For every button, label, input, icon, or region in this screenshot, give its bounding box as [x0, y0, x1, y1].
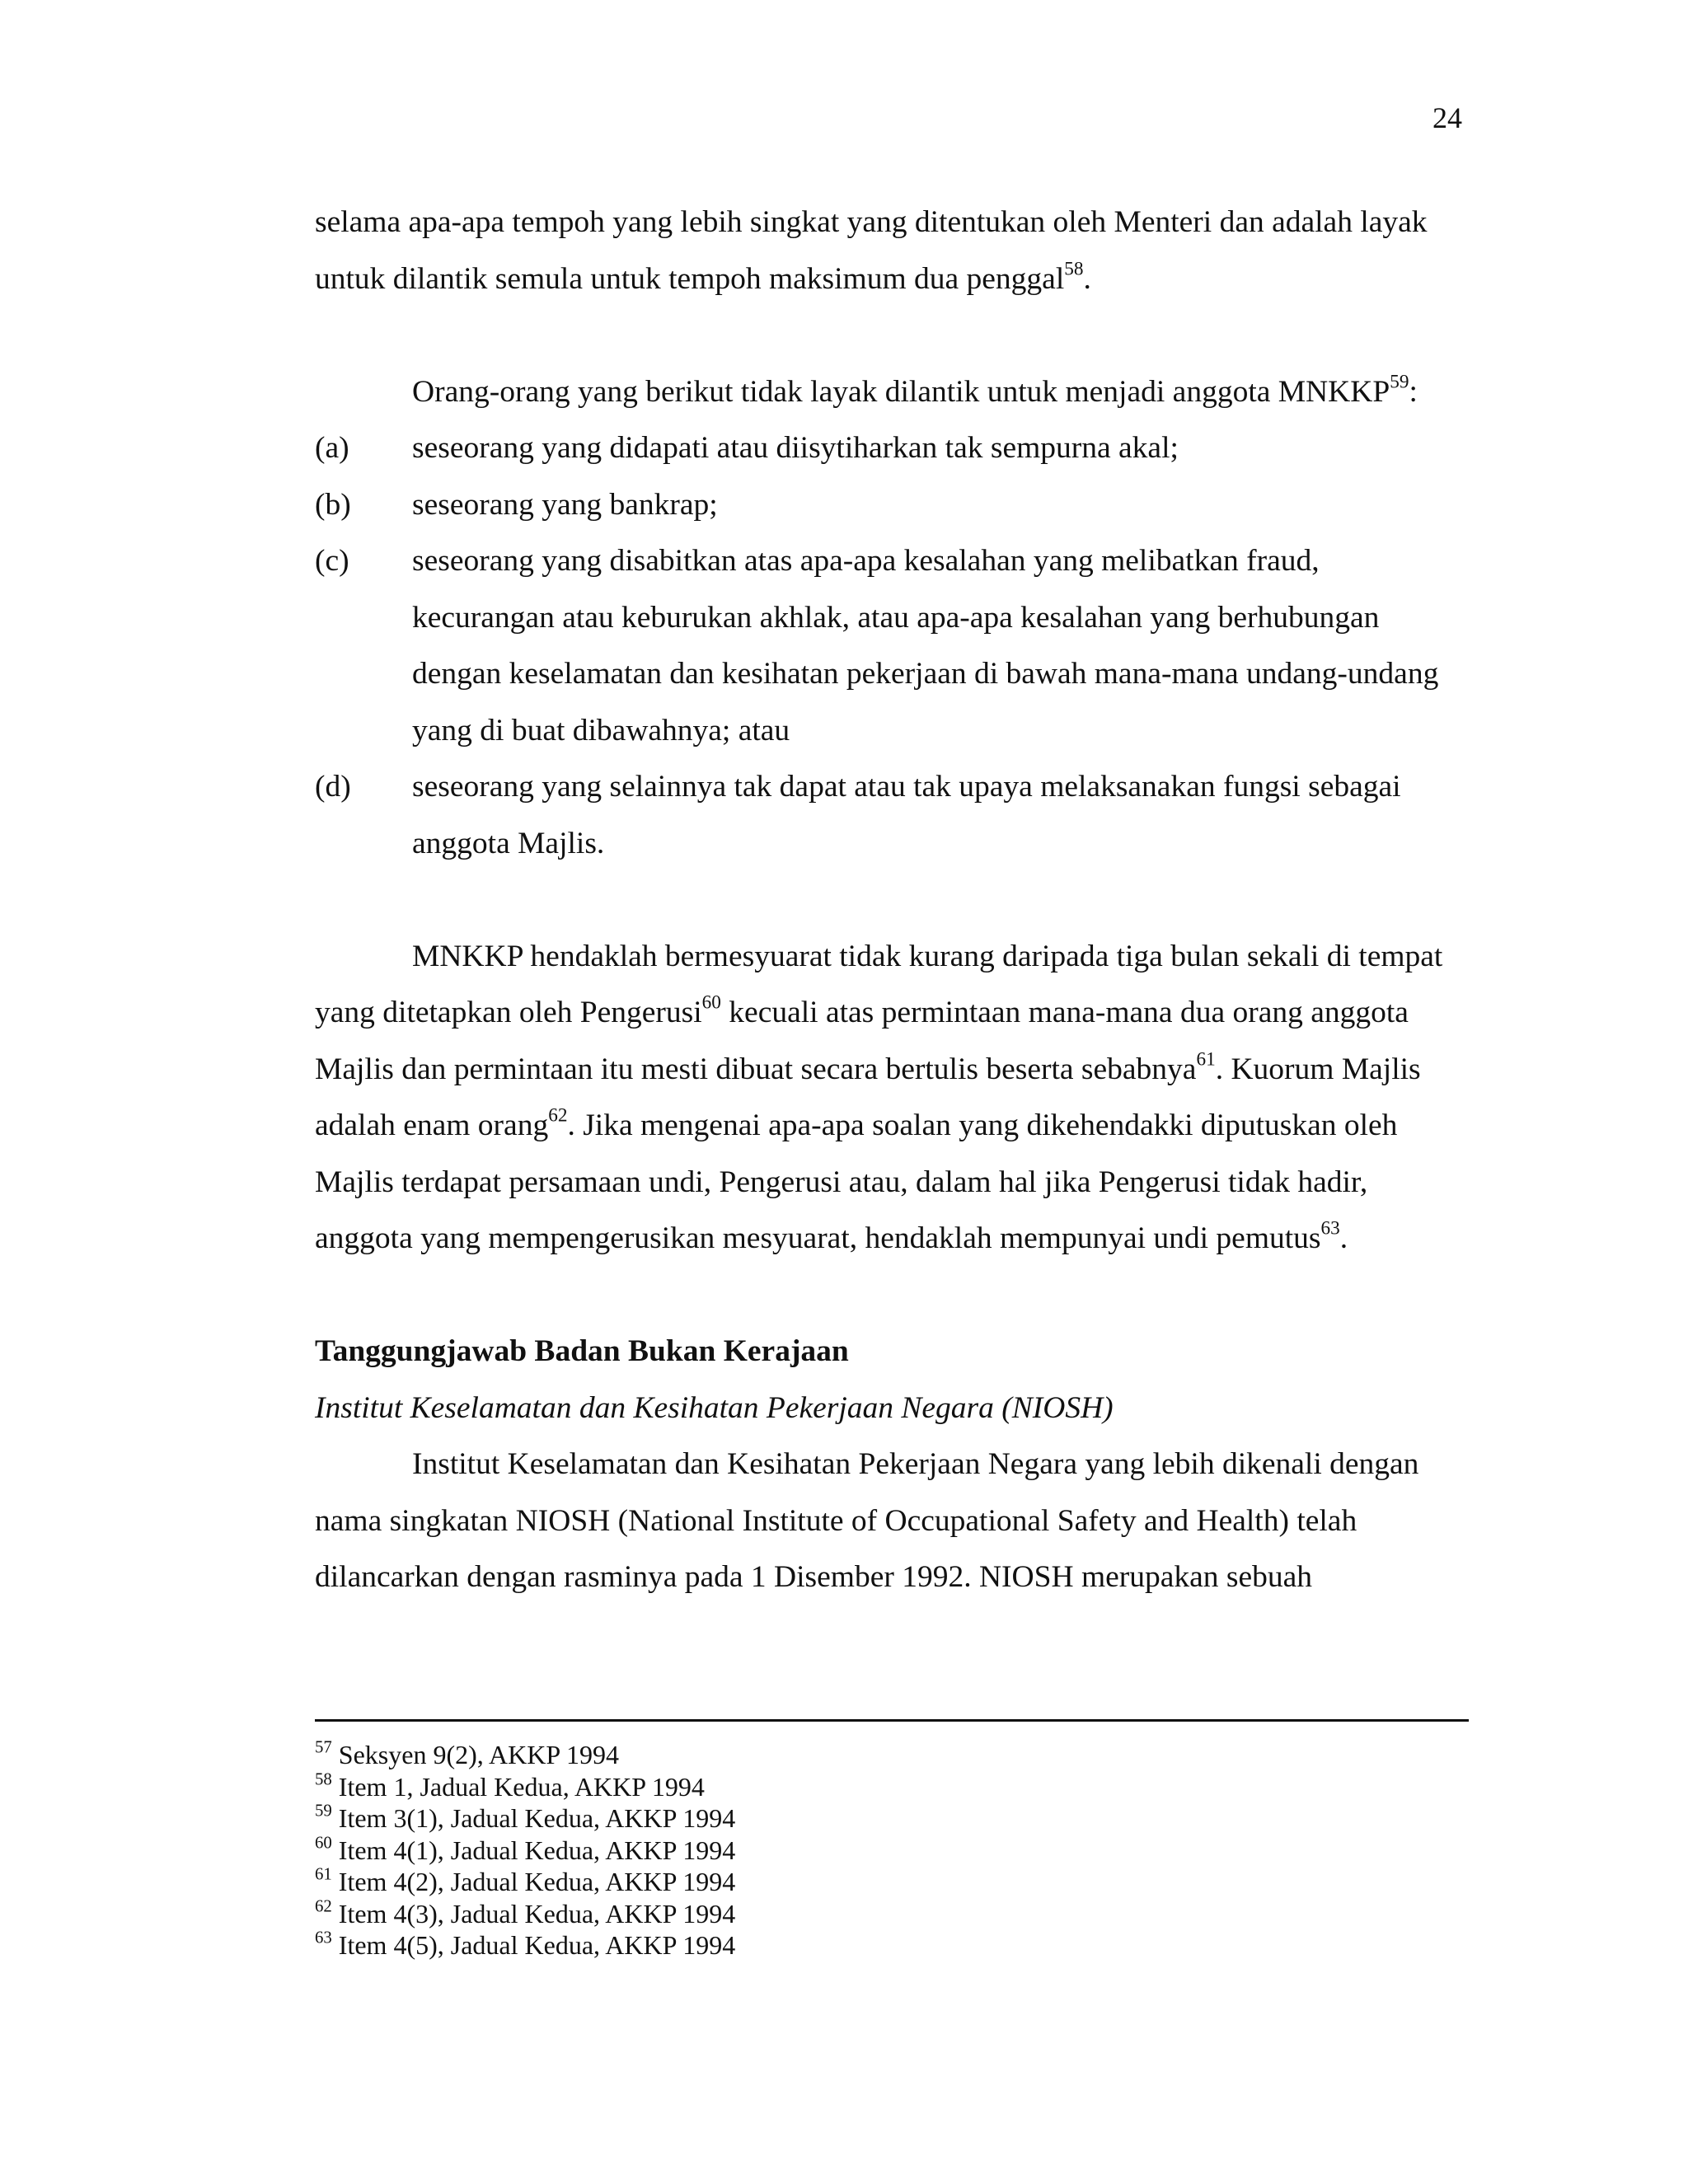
footnote-number: 62 [315, 1896, 332, 1915]
footnote-ref: 63 [1320, 1217, 1340, 1240]
body-text [315, 194, 1469, 1606]
list-label: (b) [315, 487, 351, 522]
list-label: (d) [315, 770, 351, 804]
paragraph-continuation: selama apa-apa tempoh yang lebih singkat yang ditentukan oleh Menteri dan adalah layak untuk dilantik semula untuk tempoh maksimum dua penggal$^{58}$. [315, 205, 1428, 296]
footnotes [315, 1739, 1469, 1961]
footnote: $^{62}$ Item 4(3), Jadual Kedua, AKKP 1994 [315, 1896, 736, 1929]
footnote-number: 60 [315, 1832, 332, 1852]
footnote-number: 57 [315, 1737, 332, 1757]
footnote-number: 61 [315, 1864, 332, 1884]
footnote: $^{59}$ Item 3(1), Jadual Kedua, AKKP 1994 [315, 1801, 736, 1833]
footnote: $^{58}$ Item 1, Jadual Kedua, AKKP 1994 [315, 1769, 705, 1802]
footnote: $^{57}$ Seksyen 9(2), AKKP 1994 [315, 1737, 619, 1769]
list-label: (c) [315, 544, 349, 578]
list-label: (a) [315, 431, 349, 465]
footnote-ref: 62 [548, 1104, 568, 1127]
footnote-number: 58 [315, 1769, 332, 1788]
list-item: (c) seseorang yang disabitkan atas apa-apa kesalahan yang melibatkan fraud, kecurangan atau keburukan akhlak, atau apa-apa kesalahan yang berhubungan dengan keselamatan dan kesihatan pekerjaan di bawah mana-mana undang-undang yang di buat dibawahnya; atau [315, 533, 1469, 759]
footnote: $^{63}$ Item 4(5), Jadual Kedua, AKKP 1994 [315, 1928, 736, 1960]
list-item: (a) seseorang yang didapati atau diisytiharkan tak sempurna akal; [315, 420, 1469, 477]
footnote-ref: 60 [701, 991, 721, 1014]
footnote-divider [315, 1719, 1469, 1722]
section-heading: Tanggungjawab Badan Bukan Kerajaan [315, 1334, 849, 1368]
footnote: $^{61}$ Item 4(2), Jadual Kedua, AKKP 1994 [315, 1864, 736, 1896]
footnote-ref: 59 [1390, 370, 1409, 392]
section-subheading: Institut Keselamatan dan Kesihatan Pekerjaan Negara (NIOSH) [315, 1390, 1114, 1425]
paragraph-niosh: Institut Keselamatan dan Kesihatan Pekerjaan Negara yang lebih dikenali dengan nama singkatan NIOSH (National Institute of Occupational Safety and Health) telah dilancarkan dengan rasminya pada 1 Disember 1992. NIOSH merupakan sebuah [315, 1447, 1419, 1594]
footnote-ref: 58 [1064, 257, 1084, 279]
footnote-number: 59 [315, 1801, 332, 1821]
paragraph-ineligible: Orang-orang yang berikut tidak layak dilantik untuk menjadi anggota MNKKP$^{59}$: [412, 370, 1418, 409]
footnote: $^{60}$ Item 4(1), Jadual Kedua, AKKP 1994 [315, 1832, 736, 1865]
ineligible-list [315, 420, 1469, 872]
footnote-number: 63 [315, 1928, 332, 1947]
page-number: 24 [1432, 101, 1462, 134]
list-item: (d) seseorang yang selainnya tak dapat atau tak upaya melaksanakan fungsi sebagai anggota Majlis. [315, 759, 1469, 872]
footnote-ref: 61 [1196, 1047, 1216, 1070]
list-item: (b) seseorang yang bankrap; [315, 477, 1469, 534]
paragraph-meetings: MNKKP hendaklah bermesyuarat tidak kurang daripada tiga bulan sekali di tempat yang ditetapkan oleh Pengerusi$^{60}$ kecuali atas permintaan mana-mana dua orang anggota Majlis dan permintaan itu mesti dibuat secara bertulis beserta sebabnya$^{61}$. Kuorum Majlis adalah enam orang$^{62}$. Jika mengenai apa-apa soalan yang dikehendakki diputuskan oleh Majlis terdapat persamaan undi, Pengerusi atau, dalam hal jika Pengerusi tidak hadir, anggota yang mempengerusikan mesyuarat, hendaklah mempunyai undi pemutus$^{63}$. [315, 939, 1443, 1255]
